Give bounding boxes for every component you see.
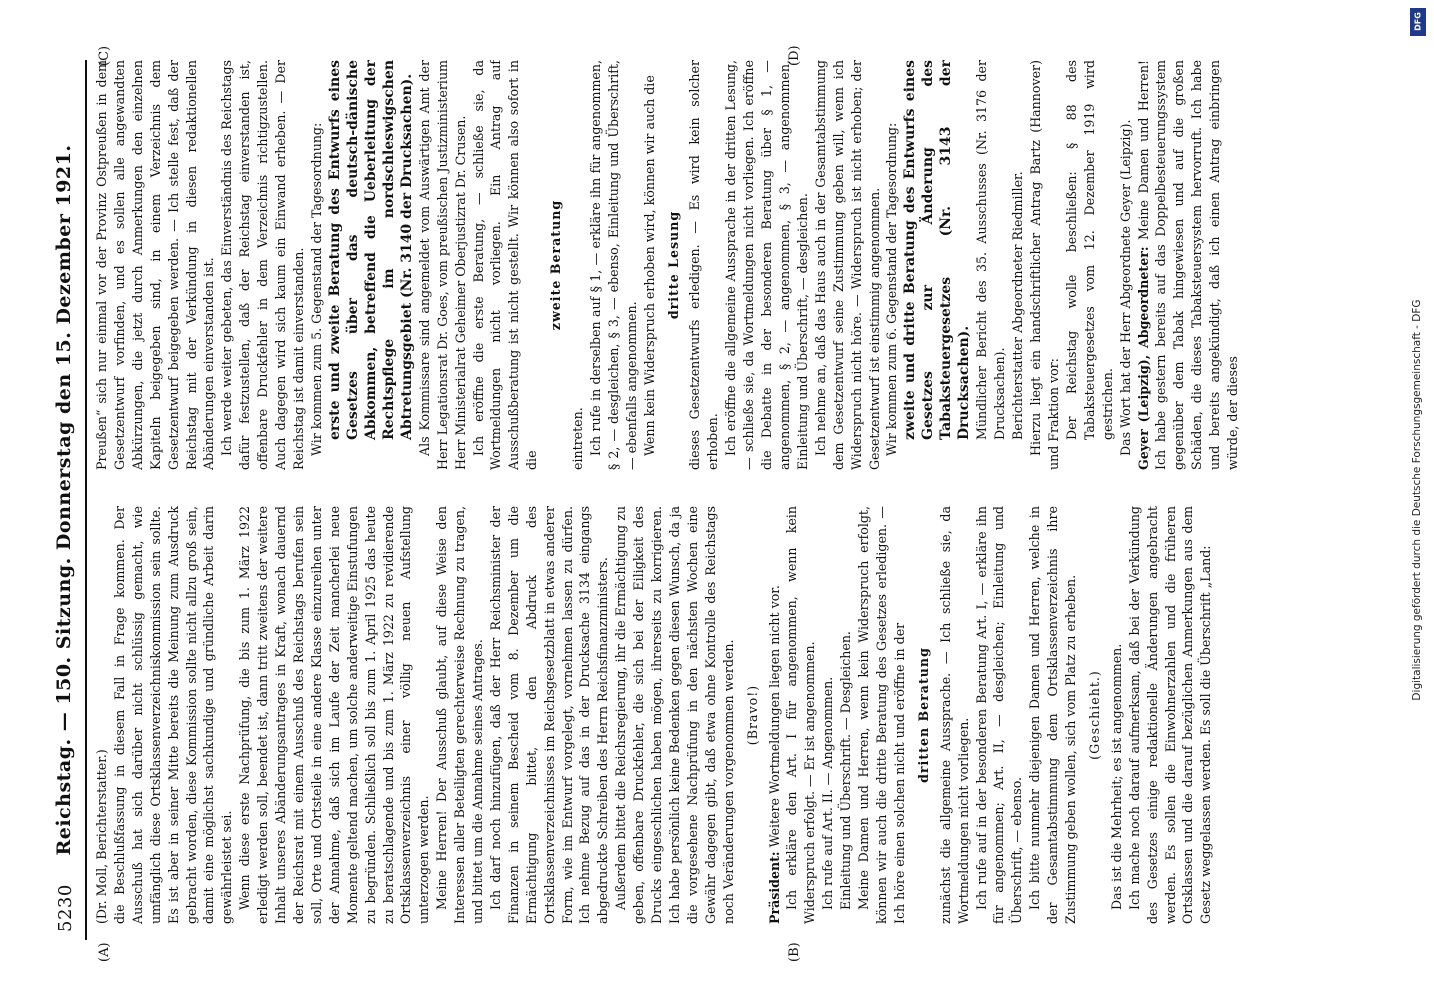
speaker-note: (Dr. Moll, Berichterstatter.) bbox=[94, 749, 109, 924]
agenda-item: erste und zweite Beratung des Entwurfs eines Gesetzes über das deutsch-dänische Abkommen, betreffend die Ueberleitung der Rechtspflege im nordschleswigschen Abtretungsgebiet (Nr. 3140 der Drucksachen). bbox=[326, 60, 415, 440]
paragraph: Meine Herren! Der Ausschuß glaubt, auf diese Weise den Interessen aller Beteiligten gerechterweise Rechnung zu tragen, und bittet um die Annahme seines Antrages. bbox=[434, 506, 486, 924]
paragraph: Wenn kein Widerspruch erhoben wird, können wir auch die bbox=[641, 75, 657, 456]
right-text-column bbox=[93, 60, 1383, 470]
paragraph: Ich eröffne die erste Beratung, — schließe sie, da Wortmeldungen nicht vorliegen. Ein Antrag auf Ausschußberatung ist nicht gestellt. Wir können also sofort in die bbox=[470, 60, 540, 470]
margin-letter-c: (C) bbox=[97, 45, 112, 66]
digitization-credit: Digitalisierung gefördert durch die Deutsche Forschungsgemeinschaft - DFG bbox=[1411, 299, 1423, 701]
paragraph: Preußen“ sich nur einmal vor der Provinz Ostpreußen in dem Gesetzentwurf vorfinden, und es sollen alle angewandten Abkürzungen, die jetzt durch Anmerkungen den einzelnen Kapiteln beigegeben sind, in einem Verzeichnis dem Gesetzentwurf beigegeben werden. — Ich stelle fest, daß der Reichstag mit der Verkündung in diesen redaktionellen Abänderungen einverstanden ist. bbox=[94, 60, 217, 470]
motion-text: Der Reichstag wolle beschließen: § 88 des Tabaksteuergesetzes vom 12. Dezember 1919 wird gestrichen. bbox=[1063, 60, 1115, 440]
margin-letter-d: (D) bbox=[787, 45, 802, 66]
page-number: 5230 bbox=[55, 884, 76, 932]
paragraph: Das Wort hat der Herr Abgeordnete Geyer (Leipzig). bbox=[1117, 119, 1133, 456]
paragraph: Wir kommen zum 6. Gegenstand der Tagesordnung: bbox=[884, 122, 900, 456]
paragraph: Wir kommen zum 5. Gegenstand der Tagesordnung: bbox=[308, 122, 324, 456]
paragraph: dieses Gesetzentwurfs erledigen. — Es wird kein solcher erhoben. bbox=[687, 60, 721, 470]
paragraph: Ich darf noch hinzufügen, daß der Herr Reichsminister der Finanzen in seinem Bescheid vom 8. Dezember um die Ermächtigung bittet, den Abdruck des Ortsklassenverzeichnisses im Reichsgesetzblatt in etwas anderer Form, wie im Entwurf vorgelegt, vornehmen lassen zu dürfen. Ich nehme Bezug auf das in der Drucksache 3134 eingangs abgedruckte Schreiben des Herrn Reichsfinanzministers. bbox=[487, 506, 611, 924]
agenda-item: zweite und dritte Beratung des Entwurfs eines Gesetzes zur Änderung des Tabaksteuergesetzes (Nr. 3143 der Drucksachen). bbox=[902, 60, 973, 440]
paragraph: Weitere Wortmeldungen liegen nicht vor. bbox=[766, 585, 782, 848]
paragraph: Das ist die Mehrheit; es ist angenommen. bbox=[1108, 643, 1124, 910]
section-heading: zweite Beratung bbox=[548, 199, 564, 331]
paragraph: die Beschlußfassung in diesem Fall in Frage kommen. Der Ausschuß hat sich darüber nicht schlüssig gemacht, wie umfänglich diese Ortsklassenverzeichniskommission sein sollte. Es ist aber in seiner Mitte bereits die Meinung zum Ausdruck gebracht worden, diese Kommission sollte nicht allzu groß sein, damit eine möglichst sachkundige und gründliche Arbeit darin gewährleistet sei. bbox=[111, 506, 235, 924]
procedure-note: (Geschieht.) bbox=[1086, 670, 1102, 760]
speaker-label: Präsident: bbox=[766, 851, 782, 924]
section-heading: dritten Beratung bbox=[915, 647, 931, 783]
margin-letter-a: (A) bbox=[97, 942, 112, 962]
header-rule bbox=[85, 60, 87, 940]
paragraph: eintreten. bbox=[570, 407, 586, 470]
paragraph: Ich bitte nunmehr diejenigen Damen und Herren, welche in der Gesamtabstimmung dem Ortsklassenverzeichnis ihre Zustimmung geben wollen, sich vom Platz zu erheben. bbox=[1027, 506, 1079, 924]
page-title: Reichstag. — 150. Sitzung. Donnerstag den 15. Dezember 1921. bbox=[53, 144, 75, 856]
paragraph: Ich werde weiter gebeten, das Einverständnis des Reichstags dafür festzustellen, daß der Reichstag einverstanden ist, offenbare Druckfehler in dem Verzeichnis richtigzustellen. Auch dagegen wird sich kaum ein Einwand erheben. — Der Reichstag ist damit einverstanden. bbox=[219, 60, 306, 470]
paragraph: Einleitung und Überschrift. — Desgleichen. bbox=[838, 631, 854, 910]
left-text-column bbox=[93, 506, 1383, 924]
speaker-remark bbox=[1135, 60, 1242, 470]
paragraph: Ich eröffne die allgemeine Aussprache in der dritten Lesung, — schließe sie, da Wortmeldungen nicht vorliegen. Ich eröffne die Debatte in der besonderen Beratung über § 1, — angenommen, § 2, — angenommen, § 3, — angenommen, Einleitung und Überschrift, — desgleichen. bbox=[723, 60, 810, 470]
page-header bbox=[53, 60, 81, 940]
paragraph: Ich rufe auf Art. II. — Angenommen. bbox=[820, 676, 836, 910]
paragraph: zunächst die allgemeine Aussprache. — Ich schließe sie, da Wortmeldungen nicht vorliegen. bbox=[937, 506, 971, 924]
paragraph: Ich mache noch darauf aufmerksam, daß bei der Verkündung des Gesetzes einige redaktionelle Änderungen angebracht werden. Es sollen die Einwohnerzahlen und die früheren Ortsklassen und die darauf bezüglichen Anmerkungen aus dem Gesetz weggelassen werden. Es soll die Überschrift „Land: bbox=[1126, 506, 1214, 924]
paragraph: Außerdem bittet die Reichsregierung, ihr die Ermächtigung zu geben, offenbare Druckfehler, die sich bei der Eiligkeit des Drucks eingeschlichen haben mögen, ihrerseits zu korrigieren. Ich habe persönlich keine Bedenken gegen diesen Wunsch, da ja die vorgesehene Nachprüfung in den nächsten Wochen eine Gewähr dagegen gibt, daß etwa ohne Kontrolle des Reichstags noch Veränderungen vorgenommen werden. bbox=[613, 506, 736, 924]
paragraph: Ich erkläre den Art. I für angenommen, wenn kein Widerspruch erfolgt. — Er ist angenommen. bbox=[784, 506, 818, 924]
paragraph: Hierzu liegt ein handschriftlicher Antrag Bartz (Hannover) und Fraktion vor: bbox=[1028, 60, 1061, 470]
document-page bbox=[27, 20, 1407, 980]
paragraph: Ich nehme an, daß das Haus auch in der Gesamtabstimmung dem Gesetzentwurf seine Zustimmung geben will, wenn ich Widerspruch nicht höre. — Widerspruch ist nicht erhoben; der Gesetzentwurf ist einstimmig angenommen. bbox=[812, 60, 882, 470]
paragraph: Wenn diese erste Nachprüfung, die bis zum 1. März 1922 erledigt werden soll, beendet ist, dann tritt zweitens der weitere Inhalt unseres Abänderungsantrages in Kraft, wonach dauernd der Reichsrat mit einem Ausschuß des Reichstags berufen sein soll, Orte und Ortsteile in eine andere Klasse einzureihen unter der Annahme, daß sich im Laufe der Zeit mancherlei neue Momente geltend machen, um solche anderweitige Einstufungen zu begründen. Schließlich soll bis zum 1. April 1925 das heute zu beratschlagende und bis zum 1. März 1922 zu revidierende Ortsklassenverzeichnis einer völlig neuen Aufstellung unterzogen werden. bbox=[237, 506, 432, 924]
section-heading: dritte Lesung bbox=[665, 210, 681, 320]
dfg-logo-icon bbox=[1410, 8, 1426, 36]
reporter-line: Berichterstatter Abgeordneter Riedmiller. bbox=[1010, 171, 1026, 440]
paragraph: Als Kommissare sind angemeldet vom Auswärtigen Amt der Herr Legationsrat Dr. Goes, vom preußischen Justizministerium Herr Ministerialrat Geheimer Oberjustizrat Dr. Crusen. bbox=[416, 60, 468, 470]
speaker-label: Geyer (Leipzig), Abgeordneter: bbox=[1135, 246, 1151, 470]
paragraph: Ich rufe auf in der besonderen Beratung Art. I, — erkläre ihn für angenommen; Art. II, — desgleichen; Einleitung und Überschrift, — ebenso. bbox=[973, 506, 1025, 924]
paragraph: Ich rufe in derselben auf § 1, — erkläre ihn für angenommen, § 2, — desgleichen, § 3, — ebenso, Einleitung und Überschrift, — ebenfalls angenommen. bbox=[587, 60, 639, 470]
dfg-logo-text: DFG bbox=[1413, 12, 1423, 31]
president-remark bbox=[766, 506, 784, 924]
paragraph: Meine Damen und Herren, wenn kein Widerspruch erfolgt, können wir auch die dritte Beratung des Gesetzes erledigen. — Ich höre einen solchen nicht und eröffne in der bbox=[856, 506, 907, 924]
paragraph: Meine Damen und Herren! Ich habe gestern bereits auf das Doppelbesteuerungssystem gegenüber dem Tabak hingewiesen und auf die großen Schäden, die dieses Tabaksteuersystem hervorruft. Ich habe und bereits angekündigt, daß ich einen Antrag einbringen würde, der dieses bbox=[1135, 60, 1241, 470]
applause-note: (Bravo!) bbox=[744, 684, 760, 746]
report-reference: Mündlicher Bericht des 35. Ausschusses (Nr. 3176 der Drucksachen). bbox=[974, 60, 1008, 440]
margin-letter-b: (B) bbox=[787, 942, 802, 962]
